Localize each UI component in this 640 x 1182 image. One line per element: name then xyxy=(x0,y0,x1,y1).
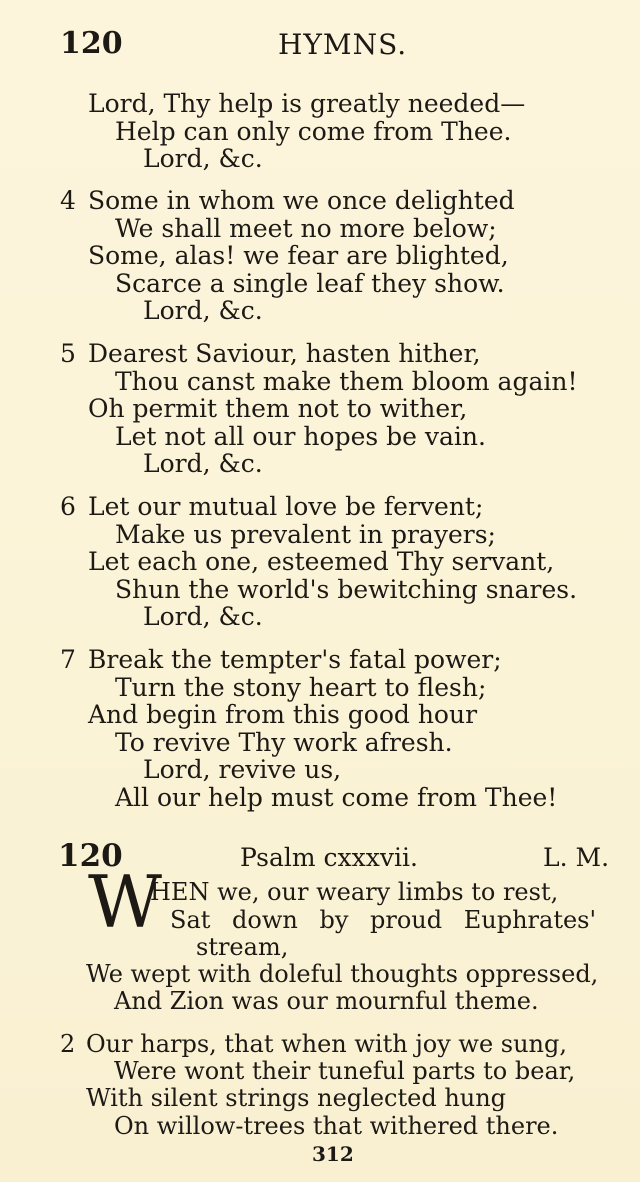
verse-line: And begin from this good hour xyxy=(88,700,478,729)
refrain-line: Lord, &c. xyxy=(143,144,263,173)
verse-line: Our harps, that when with joy we sung, xyxy=(86,1030,568,1058)
verse-line: Some, alas! we fear are blighted, xyxy=(88,241,509,270)
verse-line: Thou canst make them bloom again! xyxy=(115,367,578,396)
verse-line: Let not all our hopes be vain. xyxy=(115,422,486,451)
verse-line: Break the tempter's fatal power; xyxy=(88,645,502,674)
verse-line: To revive Thy work afresh. xyxy=(115,728,453,757)
refrain-line: Lord, &c. xyxy=(143,296,263,325)
verse-line: With silent strings neglected hung xyxy=(86,1084,507,1112)
verse-line: We shall meet no more below; xyxy=(115,214,497,243)
verse-line: All our help must come from Thee! xyxy=(115,783,558,812)
hymn-psalm-reference: Psalm cxxxvii. xyxy=(240,843,418,872)
verse-line: We wept with doleful thoughts oppressed, xyxy=(86,960,599,988)
page-header xyxy=(60,26,580,66)
verse-line: Oh permit them not to wither, xyxy=(88,394,468,423)
verse-line: Let each one, esteemed Thy servant, xyxy=(88,547,555,576)
verse-line: Were wont their tuneful parts to bear, xyxy=(114,1057,576,1085)
verse-line: Dearest Saviour, hasten hither, xyxy=(88,339,481,368)
verse-line: stream, xyxy=(196,933,289,961)
verse-number: 2 xyxy=(60,1030,76,1058)
verse-number: 4 xyxy=(60,186,76,215)
verse-line: Sat down by proud Euphrates' xyxy=(170,906,597,934)
hymn-meter: L. M. xyxy=(543,843,610,872)
verse-line: Turn the stony heart to flesh; xyxy=(115,673,487,702)
footer-page-number: 312 xyxy=(312,1142,354,1166)
verse-line: Let our mutual love be fervent; xyxy=(88,492,484,521)
refrain-line: Lord, revive us, xyxy=(143,755,342,784)
header-page-number: 120 xyxy=(60,26,123,61)
verse-line: Make us prevalent in prayers; xyxy=(115,520,496,549)
verse-line: HEN we, our weary limbs to rest, xyxy=(150,878,559,906)
drop-cap: W xyxy=(88,860,163,944)
hymn-number: 120 xyxy=(58,838,123,874)
verse-line: Shun the world's bewitching snares. xyxy=(115,575,578,604)
verse-line: Help can only come from Thee. xyxy=(115,117,512,146)
verse-line: On willow-trees that withered there. xyxy=(114,1112,559,1140)
running-title: HYMNS. xyxy=(278,28,408,61)
verse-line: Some in whom we once delighted xyxy=(88,186,515,215)
verse-number: 6 xyxy=(60,492,76,521)
refrain-line: Lord, &c. xyxy=(143,602,263,631)
verse-line: Scarce a single leaf they show. xyxy=(115,269,505,298)
refrain-line: Lord, &c. xyxy=(143,449,263,478)
verse-line: And Zion was our mournful theme. xyxy=(114,987,539,1015)
verse-number: 5 xyxy=(60,339,76,368)
verse-line: Lord, Thy help is greatly needed— xyxy=(88,89,526,118)
verse-number: 7 xyxy=(60,645,76,674)
